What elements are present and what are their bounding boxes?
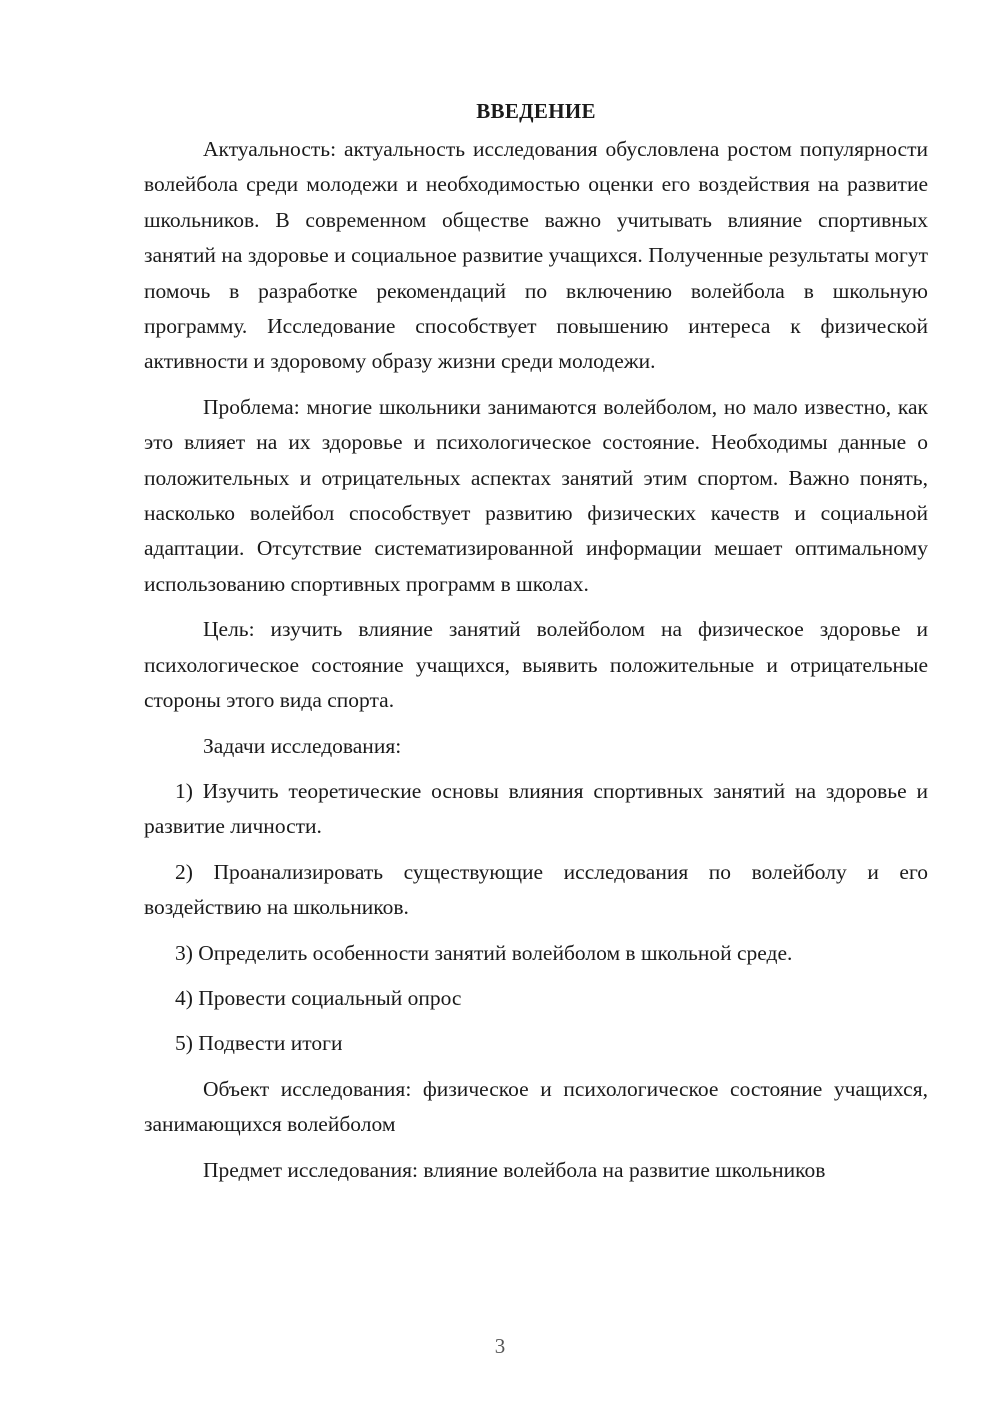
relevance-paragraph: Актуальность: актуальность исследования обусловлена ростом популярности волейбола среди молодежи и необходимостью оценки его воздействия на развитие школьников. В современном обществе важно учитывать влияние спортивных занятий на здоровье и социальное развитие учащихся. Полученные результаты могут помочь в разработке рекомендаций по включению волейбола в школьную программу. Исследование способствует повышению интереса к физической активности и здоровому образу жизни среди молодежи.	[144, 137, 928, 374]
problem-paragraph: Проблема: многие школьники занимаются волейболом, но мало известно, как это влияет на их здоровье и психологическое состояние. Необходимы данные о положительных и отрицательных аспектах занятий этим спортом. Важно понять, насколько волейбол способствует развитию физических качеств и социальной адаптации. Отсутствие систематизированной информации мешает оптимальному использованию спортивных программ в школах.	[144, 394, 928, 596]
task-item-4: 4) Провести социальный опрос	[175, 985, 462, 1010]
page-title: ВВЕДЕНИЕ	[476, 99, 596, 123]
task-item-1: 1) Изучить теоретические основы влияния спортивных занятий на здоровье и развитие личности.	[144, 778, 928, 839]
goal-paragraph: Цель: изучить влияние занятий волейболом на физическое здоровье и психологическое состояние учащихся, выявить положительные и отрицательные стороны этого вида спорта.	[144, 617, 928, 713]
task-item-2: 2) Проанализировать существующие исследования по волейболу и его воздействию на школьников.	[144, 859, 928, 920]
object-paragraph: Объект исследования: физическое и психологическое состояние учащихся, занимающихся волейболом	[144, 1076, 928, 1137]
document-page	[144, 96, 928, 1188]
task-item-5: 5) Подвести итоги	[175, 1031, 343, 1056]
page-number: 3	[494, 1334, 506, 1358]
tasks-title: Задачи исследования:	[203, 733, 402, 758]
subject-paragraph: Предмет исследования: влияние волейбола на развитие школьников	[203, 1157, 826, 1182]
task-item-3: 3) Определить особенности занятий волейболом в школьной среде.	[175, 940, 793, 965]
